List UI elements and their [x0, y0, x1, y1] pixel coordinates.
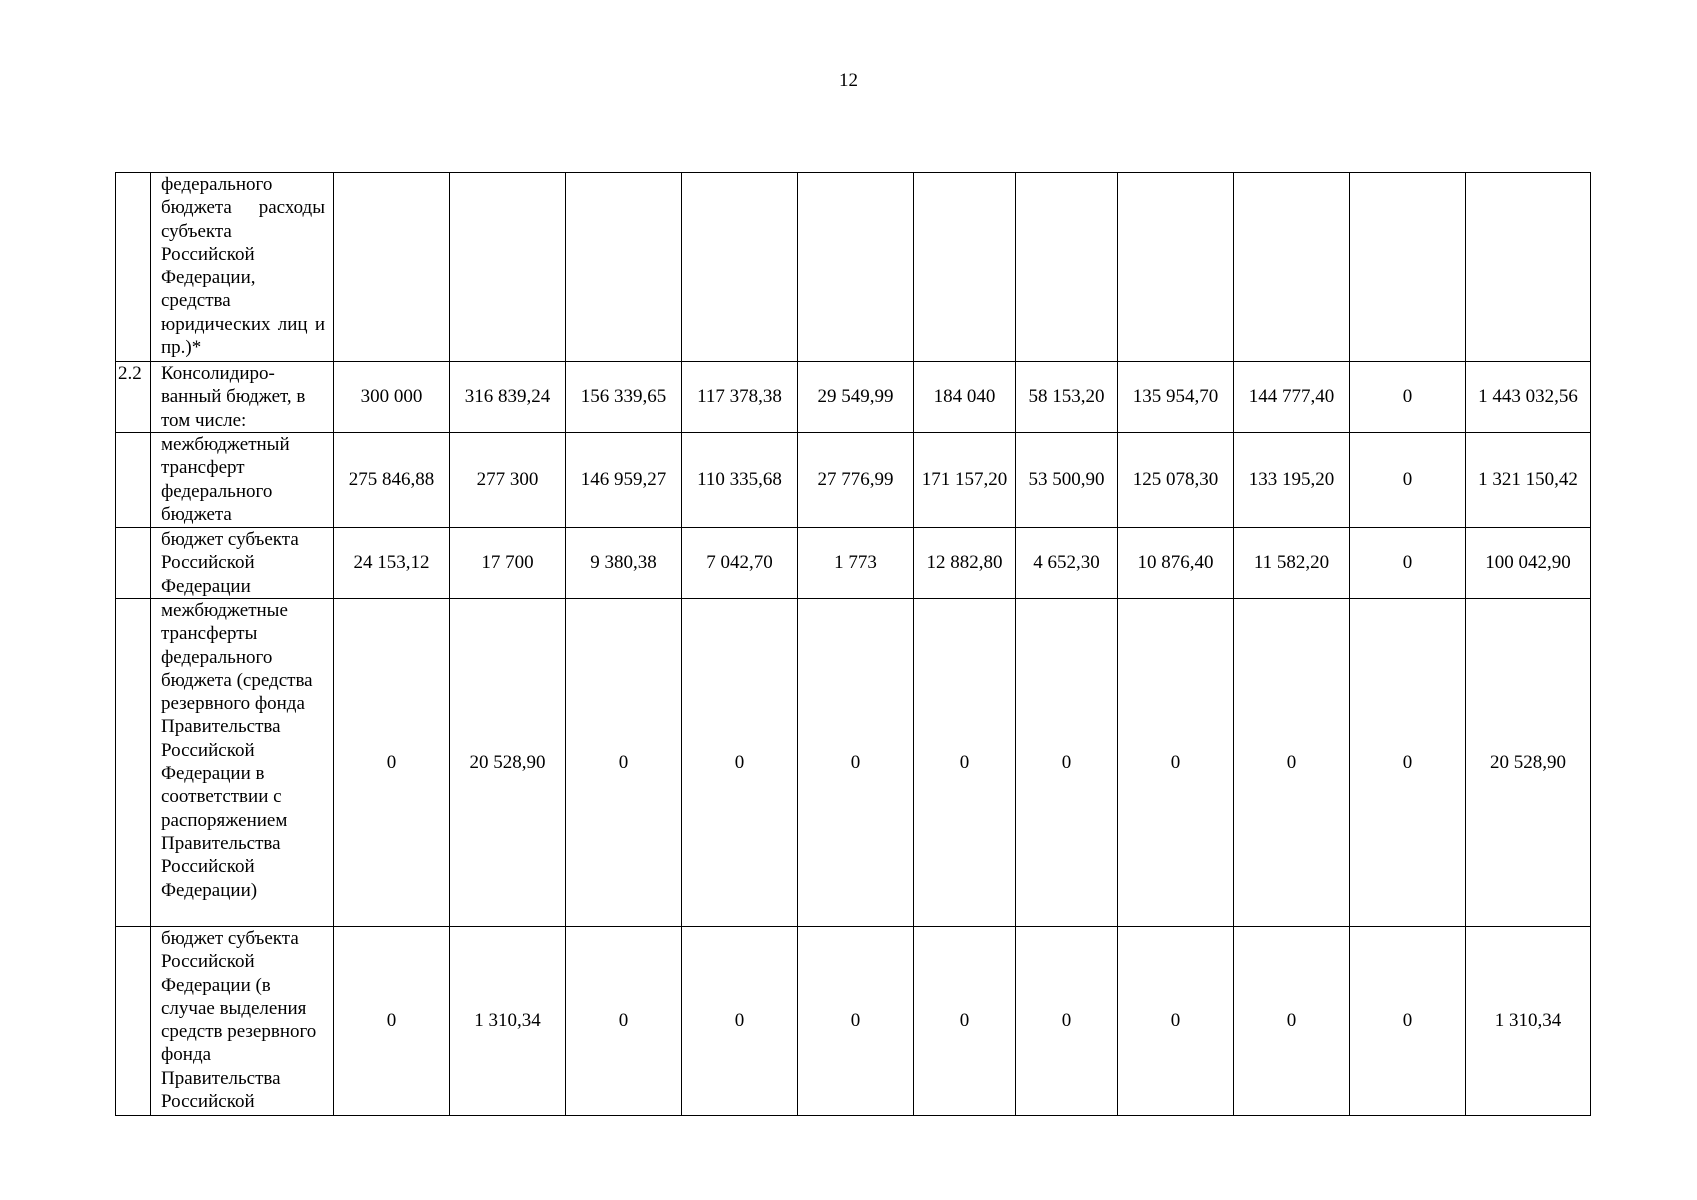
value-cell: 20 528,90	[1466, 599, 1591, 927]
budget-table	[115, 172, 1591, 1116]
row-label-cell: Консолидиро-ванный бюджет, в том числе:	[151, 362, 334, 433]
value-cell: 1 310,34	[1466, 927, 1591, 1116]
value-cell: 1 443 032,56	[1466, 362, 1591, 433]
value-cell: 0	[1350, 599, 1466, 927]
row-number-cell	[116, 433, 151, 528]
value-cell: 24 153,12	[334, 528, 450, 599]
value-cell: 144 777,40	[1234, 362, 1350, 433]
value-cell: 0	[914, 927, 1016, 1116]
value-cell: 1 773	[798, 528, 914, 599]
value-cell	[914, 173, 1016, 362]
value-cell: 0	[682, 927, 798, 1116]
row-label-cell: межбюджетный трансферт федерального бюджета	[151, 433, 334, 528]
value-cell: 0	[798, 927, 914, 1116]
row-label-cell: межбюджетные трансферты федерального бюджета (средства резервного фонда Правительства Российской Федерации в соответствии с распоряжением Правительства Российской Федерации)	[151, 599, 334, 927]
value-cell: 0	[334, 927, 450, 1116]
value-cell: 0	[1118, 927, 1234, 1116]
row-label-cell: бюджет субъекта Российской Федерации (в случае выделения средств резервного фонда Правительства Российской	[151, 927, 334, 1116]
value-cell: 53 500,90	[1016, 433, 1118, 528]
table-row	[116, 433, 1591, 528]
row-label-cell: федерального бюджета расходы субъекта Российской Федерации, средства юридических лиц и пр.)*	[151, 173, 334, 362]
value-cell: 12 882,80	[914, 528, 1016, 599]
table-row	[116, 173, 1591, 362]
value-cell: 277 300	[450, 433, 566, 528]
value-cell: 27 776,99	[798, 433, 914, 528]
value-cell: 125 078,30	[1118, 433, 1234, 528]
value-cell: 7 042,70	[682, 528, 798, 599]
value-cell: 0	[1234, 927, 1350, 1116]
value-cell: 20 528,90	[450, 599, 566, 927]
value-cell: 135 954,70	[1118, 362, 1234, 433]
table-row	[116, 362, 1591, 433]
row-number-cell	[116, 927, 151, 1116]
value-cell: 0	[1350, 433, 1466, 528]
value-cell	[1234, 173, 1350, 362]
value-cell: 316 839,24	[450, 362, 566, 433]
value-cell	[1118, 173, 1234, 362]
value-cell: 9 380,38	[566, 528, 682, 599]
value-cell	[1466, 173, 1591, 362]
value-cell	[682, 173, 798, 362]
value-cell: 0	[566, 599, 682, 927]
value-cell: 17 700	[450, 528, 566, 599]
value-cell: 0	[1350, 927, 1466, 1116]
value-cell	[798, 173, 914, 362]
value-cell: 146 959,27	[566, 433, 682, 528]
value-cell	[334, 173, 450, 362]
value-cell: 133 195,20	[1234, 433, 1350, 528]
row-number-cell: 2.2	[116, 362, 151, 433]
table-row	[116, 528, 1591, 599]
value-cell: 0	[1234, 599, 1350, 927]
value-cell	[450, 173, 566, 362]
table-row	[116, 927, 1591, 1116]
value-cell: 110 335,68	[682, 433, 798, 528]
value-cell: 0	[914, 599, 1016, 927]
value-cell: 300 000	[334, 362, 450, 433]
value-cell: 0	[1016, 599, 1118, 927]
table-row	[116, 599, 1591, 927]
value-cell: 0	[1118, 599, 1234, 927]
value-cell: 184 040	[914, 362, 1016, 433]
value-cell	[1016, 173, 1118, 362]
value-cell: 156 339,65	[566, 362, 682, 433]
value-cell: 0	[334, 599, 450, 927]
value-cell: 0	[566, 927, 682, 1116]
value-cell: 10 876,40	[1118, 528, 1234, 599]
value-cell: 0	[682, 599, 798, 927]
value-cell: 100 042,90	[1466, 528, 1591, 599]
value-cell: 171 157,20	[914, 433, 1016, 528]
value-cell: 58 153,20	[1016, 362, 1118, 433]
value-cell	[566, 173, 682, 362]
value-cell: 0	[1016, 927, 1118, 1116]
row-number-cell	[116, 599, 151, 927]
value-cell: 117 378,38	[682, 362, 798, 433]
value-cell: 1 321 150,42	[1466, 433, 1591, 528]
row-label-cell: бюджет субъекта Российской Федерации	[151, 528, 334, 599]
value-cell: 11 582,20	[1234, 528, 1350, 599]
value-cell: 0	[798, 599, 914, 927]
value-cell: 275 846,88	[334, 433, 450, 528]
value-cell	[1350, 173, 1466, 362]
row-number-cell	[116, 173, 151, 362]
row-number-cell	[116, 528, 151, 599]
value-cell: 0	[1350, 528, 1466, 599]
value-cell: 0	[1350, 362, 1466, 433]
value-cell: 1 310,34	[450, 927, 566, 1116]
value-cell: 4 652,30	[1016, 528, 1118, 599]
value-cell: 29 549,99	[798, 362, 914, 433]
page-number: 12	[839, 70, 858, 91]
